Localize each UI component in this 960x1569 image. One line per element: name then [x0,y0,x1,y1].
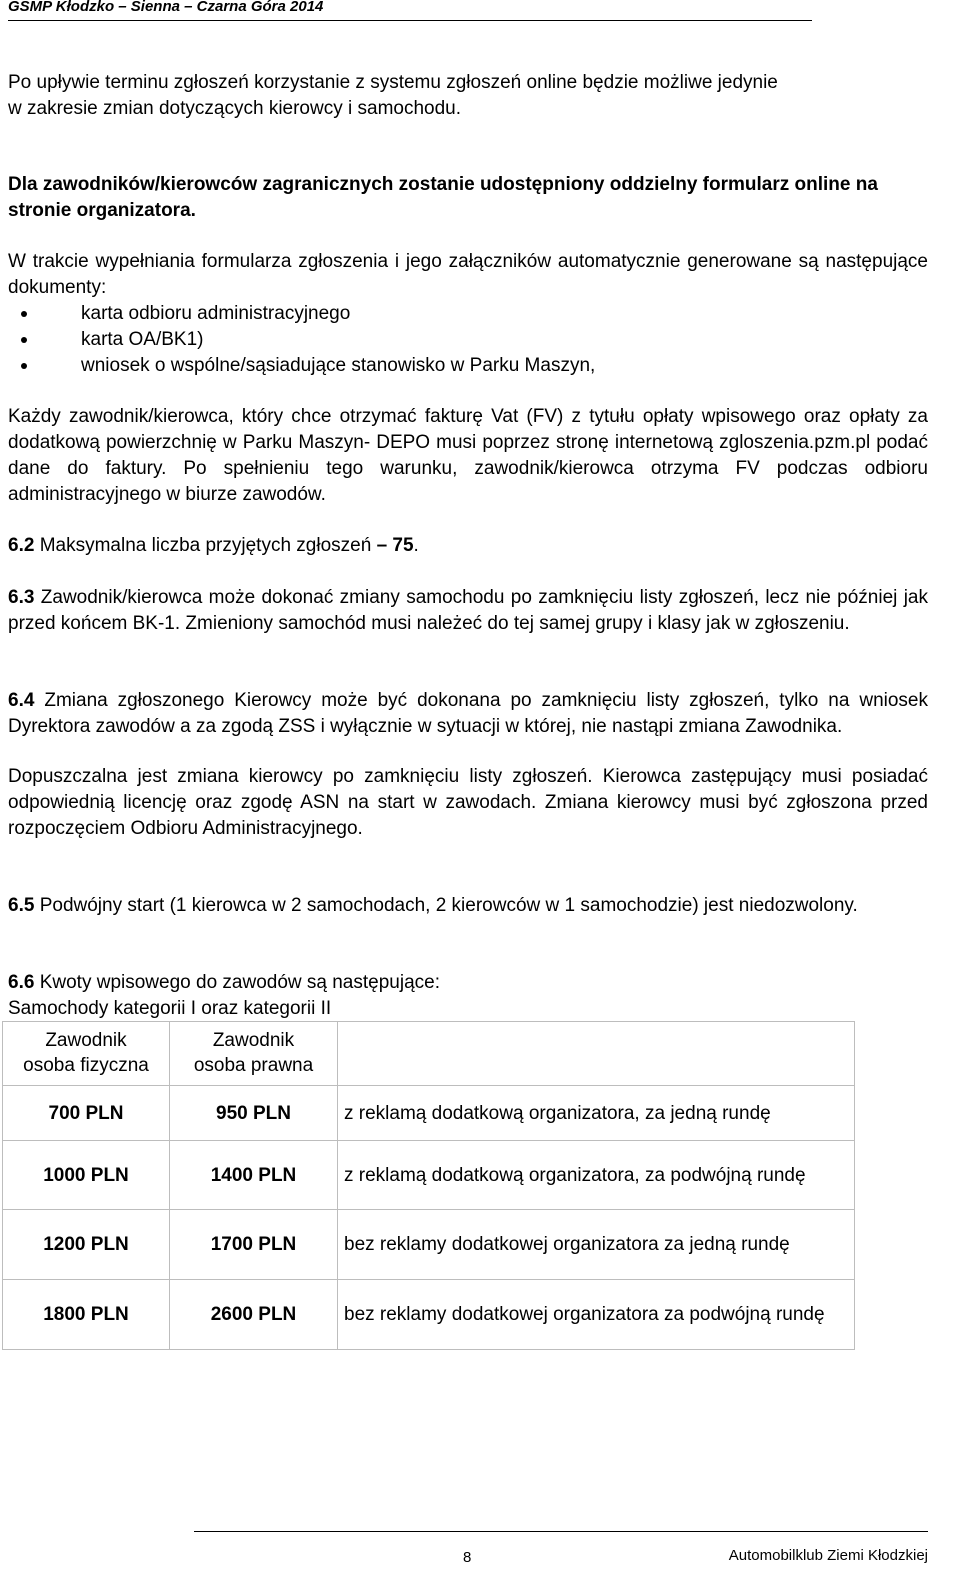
list-item-text: karta OA/BK1) [81,329,204,350]
table-row [3,1210,855,1280]
fee-description: z reklamą dodatkową organizatora, za jedną rundę [338,1086,855,1141]
page-header [8,0,812,21]
table-row [3,1280,855,1350]
paragraph-invoice: Każdy zawodnik/kierowca, który chce otrzymać fakturę Vat (FV) z tytułu opłaty wpisowego oraz opłaty za dodatkową powierzchnię w Parku Maszyn- DEPO musi poprzez stronę internetową zgloszenia.pzm.pl podać dane do faktury. Po spełnieniu tego warunku, zawodnik/kierowca otrzyma FV podczas odbioru administracyjnego w biurze zawodów. [8,406,928,505]
fee-individual: 1000 PLN [3,1141,170,1210]
section-text: Podwójny start (1 kierowca w 2 samochodach, 2 kierowców w 1 samochodzie) jest niedozwolony. [34,895,858,916]
header-cell-company [170,1022,338,1086]
bullet-icon [21,363,27,369]
footer-divider [194,1531,928,1532]
paragraph-online-changes [8,70,928,122]
section-6-4 [8,688,928,740]
fee-company: 1400 PLN [170,1141,338,1210]
section-number: 6.2 [8,535,35,556]
section-number: 6.5 [8,895,35,916]
list-item [8,301,928,327]
fee-company: 950 PLN [170,1086,338,1141]
fee-company: 2600 PLN [170,1280,338,1350]
fee-individual: 1800 PLN [3,1280,170,1350]
footer-organization: Automobilklub Ziemi Kłodzkiej [728,1547,928,1564]
fee-description: z reklamą dodatkową organizatora, za podwójną rundę [338,1141,855,1210]
section-text: Kwoty wpisowego do zawodów są następujące: [34,972,440,993]
paragraph-generated-docs: W trakcie wypełniania formularza zgłoszenia i jego załączników automatycznie generowane są następujące dokumenty: [8,251,928,298]
section-text: Zawodnik/kierowca może dokonać zmiany samochodu po zamknięciu listy zgłoszeń, lecz nie później jak przed końcem BK-1. Zmieniony samochód musi należeć do tej samej grupy i klasy jak w zgłoszeniu. [8,587,928,634]
max-entries-value: – 75 [376,535,414,556]
section-number: 6.6 [8,972,35,993]
list-item-text: karta odbioru administracyjnego [81,303,351,324]
section-text: Maksymalna liczba przyjętych zgłoszeń [34,535,377,556]
header-cell-empty [338,1022,855,1086]
table-header-row [3,1022,855,1086]
fee-description: bez reklamy dodatkowej organizatora za podwójną rundę [338,1280,855,1350]
list-item [8,353,928,379]
header-text: osoba prawna [193,1055,314,1076]
page-number: 8 [463,1549,472,1566]
section-end: . [413,535,419,556]
paragraph-online-changes-line2: w zakresie zmian dotyczących kierowcy i samochodu. [8,98,462,119]
table-row [3,1086,855,1141]
fee-description: bez reklamy dodatkowej organizatora za jedną rundę [338,1210,855,1280]
header-cell-individual [3,1022,170,1086]
list-item [8,327,928,353]
header-title: GSMP Kłodzko – Sienna – Czarna Góra 2014 [8,0,324,15]
section-6-6 [8,970,928,1022]
fee-individual: 700 PLN [3,1086,170,1141]
bullet-icon [21,311,27,317]
generated-docs-list [8,301,928,379]
section-6-2 [8,533,928,559]
section-text: Zmiana zgłoszonego Kierowcy może być dokonana po zamknięciu listy zgłoszeń, tylko na wniosek Dyrektora zawodów a za zgodą ZSS i wyłącznie w sytuacji w której, nie nastąpi zmiana Zawodnika. [8,690,928,737]
fee-individual: 1200 PLN [3,1210,170,1280]
section-6-3 [8,585,928,637]
header-text: osoba fizyczna [23,1055,149,1076]
section-6-4-driver-change: Dopuszczalna jest zmiana kierowcy po zamknięciu listy zgłoszeń. Kierowca zastępujący musi posiadać odpowiednią licencję oraz zgodę ASN na start w zawodach. Zmiana kierowcy musi być zgłoszona przed rozpoczęciem Odbioru Administracyjnego. [8,766,928,839]
section-6-5 [8,893,928,919]
fees-table [2,1021,855,1350]
section-number: 6.3 [8,587,35,608]
list-item-text: wniosek o wspólne/sąsiadujące stanowisko w Parku Maszyn, [81,355,596,376]
section-number: 6.4 [8,690,35,711]
paragraph-foreign-form: Dla zawodników/kierowców zagranicznych zostanie udostępniony oddzielny formularz online na stronie organizatora. [8,174,878,221]
section-subtitle: Samochody kategorii I oraz kategorii II [8,998,332,1019]
header-text: Zawodnik [45,1030,127,1051]
paragraph-online-changes-line1: Po upływie terminu zgłoszeń korzystanie z systemu zgłoszeń online będzie możliwe jedynie [8,72,778,93]
fee-company: 1700 PLN [170,1210,338,1280]
bullet-icon [21,337,27,343]
header-text: Zawodnik [212,1030,295,1051]
table-row [3,1141,855,1210]
